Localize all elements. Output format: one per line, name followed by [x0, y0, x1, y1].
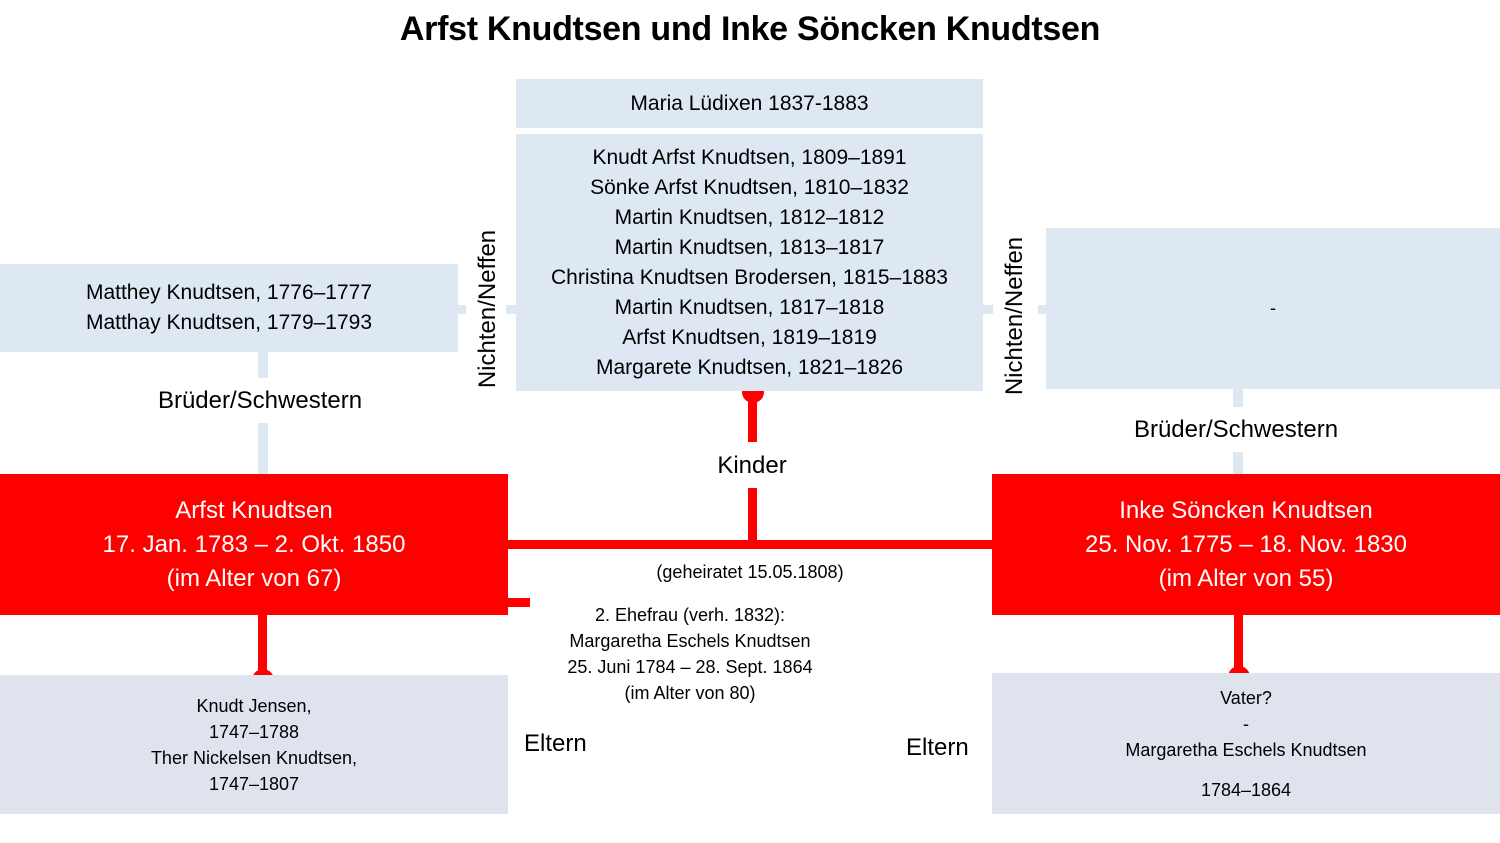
child-item: Martin Knudtsen, 1812–1812: [614, 205, 885, 229]
left-siblings-box[interactable]: [0, 264, 458, 352]
children-line-bottom: [748, 488, 757, 542]
parent-item: -: [1243, 714, 1249, 734]
left-sibling-connector-bottom: [258, 423, 268, 474]
child-item: Christina Knudtsen Brodersen, 1815–1883: [551, 265, 948, 289]
children-label: Kinder: [717, 452, 787, 479]
parents-label-left: Eltern: [524, 730, 587, 757]
parent-item: Margaretha Eschels Knudtsen: [1125, 740, 1367, 760]
second-wife-line: (im Alter von 80): [624, 683, 756, 703]
person-right-name: Inke Söncken Knudtsen: [1119, 496, 1373, 524]
right-nieces-connector-2: [1038, 305, 1046, 314]
person-left-dates: 17. Jan. 1783 – 2. Okt. 1850: [102, 530, 406, 558]
right-nieces-connector: [983, 305, 993, 314]
page-title: Arfst Knudtsen und Inke Söncken Knudtsen: [399, 10, 1101, 48]
left-nieces-connector-2: [506, 305, 516, 314]
parents-label-right: Eltern: [906, 734, 969, 761]
left-parents-line: [258, 615, 267, 677]
parent-item: 1747–1788: [208, 721, 300, 742]
child-item: Margarete Knudtsen, 1821–1826: [595, 355, 904, 379]
child-item: Martin Knudtsen, 1817–1818: [614, 295, 885, 319]
nieces-label-left: Nichten/Neffen: [474, 229, 501, 389]
second-wife-line: Margaretha Eschels Knudtsen: [569, 631, 811, 651]
person-right-age: (im Alter von 55): [1158, 564, 1334, 592]
person-left-name: Arfst Knudtsen: [175, 496, 333, 524]
sibling-placeholder: -: [1270, 298, 1276, 318]
siblings-label-left: Brüder/Schwestern: [157, 387, 363, 414]
left-nieces-connector: [458, 305, 466, 314]
person-left-box[interactable]: [0, 474, 508, 615]
left-sibling-connector-top: [258, 352, 268, 378]
parent-years: 1784–1864: [1200, 780, 1292, 800]
married-label: (geheiratet 15.05.1808): [656, 561, 844, 582]
child-item: Martin Knudtsen, 1813–1817: [614, 235, 885, 259]
sibling-item: Matthay Knudtsen, 1779–1793: [85, 311, 373, 334]
parent-item: Vater?: [1220, 688, 1272, 708]
parent-item: Knudt Jensen,: [196, 695, 312, 716]
grandchild-text: Maria Lüdixen 1837-1883: [630, 91, 869, 115]
children-box[interactable]: [516, 134, 983, 391]
person-right-dates: 25. Nov. 1775 – 18. Nov. 1830: [1085, 530, 1407, 558]
siblings-label-right: Brüder/Schwestern: [1133, 416, 1339, 443]
person-right-box[interactable]: [992, 474, 1500, 615]
right-sibling-connector-top: [1233, 389, 1243, 407]
right-siblings-box[interactable]: [1046, 228, 1500, 389]
second-wife-line: 2. Ehefrau (verh. 1832):: [594, 605, 786, 625]
grandchild-box[interactable]: [516, 79, 983, 128]
parents-left-box[interactable]: [0, 675, 508, 814]
second-wife-line: 25. Juni 1784 – 28. Sept. 1864: [567, 657, 813, 677]
person-left-age: (im Alter von 67): [166, 564, 342, 592]
parent-item: 1747–1807: [208, 773, 300, 794]
nieces-label-right: Nichten/Neffen: [1001, 236, 1028, 396]
child-item: Arfst Knudtsen, 1819–1819: [622, 325, 877, 349]
child-item: Knudt Arfst Knudtsen, 1809–1891: [592, 145, 907, 169]
right-sibling-connector-bottom: [1233, 452, 1243, 474]
parent-item: Ther Nickelsen Knudtsen,: [150, 747, 358, 768]
second-wife-info: [520, 600, 860, 708]
parents-right-box[interactable]: [992, 673, 1500, 814]
child-item: Sönke Arfst Knudtsen, 1810–1832: [590, 175, 909, 199]
sibling-item: Matthey Knudtsen, 1776–1777: [85, 281, 373, 304]
